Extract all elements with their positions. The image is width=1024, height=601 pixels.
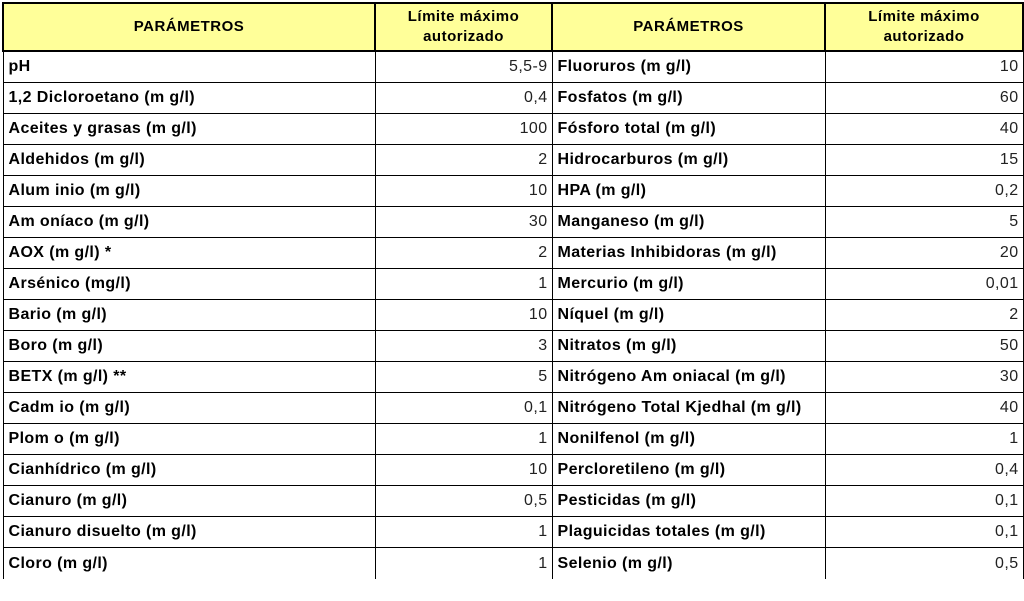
param-name-left: Cadm io (m g/l)	[3, 393, 375, 424]
table-row	[3, 331, 1023, 362]
param-name-left: Cianuro (m g/l)	[3, 486, 375, 517]
limit-value-right: 50	[825, 331, 1023, 362]
limit-value-left: 5	[375, 362, 552, 393]
header-parameters-right: PARÁMETROS	[552, 3, 825, 51]
param-name-left: Boro (m g/l)	[3, 331, 375, 362]
limit-value-left: 2	[375, 238, 552, 269]
param-name-right: Níquel (m g/l)	[552, 300, 825, 331]
param-name-left: Alum inio (m g/l)	[3, 176, 375, 207]
limit-value-right: 2	[825, 300, 1023, 331]
limit-value-right: 0,1	[825, 486, 1023, 517]
limit-value-left: 3	[375, 331, 552, 362]
limit-value-left: 0,5	[375, 486, 552, 517]
param-name-left: Arsénico (mg/l)	[3, 269, 375, 300]
param-name-left: Bario (m g/l)	[3, 300, 375, 331]
limit-value-left: 2	[375, 145, 552, 176]
limit-value-right: 15	[825, 145, 1023, 176]
table-row	[3, 207, 1023, 238]
limit-value-right: 40	[825, 114, 1023, 145]
table-row	[3, 238, 1023, 269]
table-row	[3, 486, 1023, 517]
limit-value-left: 1	[375, 517, 552, 548]
param-name-left: Cianuro disuelto (m g/l)	[3, 517, 375, 548]
table-row	[3, 145, 1023, 176]
param-name-right: Fosfatos (m g/l)	[552, 83, 825, 114]
param-name-right: Plaguicidas totales (m g/l)	[552, 517, 825, 548]
header-limit-left: Límite máximo autorizado	[375, 3, 552, 51]
limit-value-left: 10	[375, 455, 552, 486]
param-name-right: HPA (m g/l)	[552, 176, 825, 207]
table-row	[3, 362, 1023, 393]
param-name-right: Pesticidas (m g/l)	[552, 486, 825, 517]
param-name-left: Cianhídrico (m g/l)	[3, 455, 375, 486]
table-row	[3, 517, 1023, 548]
param-name-left: Aldehidos (m g/l)	[3, 145, 375, 176]
table-row	[3, 269, 1023, 300]
param-name-right: Fluoruros (m g/l)	[552, 51, 825, 83]
table-row	[3, 548, 1023, 580]
param-name-left: Am oníaco (m g/l)	[3, 207, 375, 238]
table-row	[3, 455, 1023, 486]
limit-value-right: 1	[825, 424, 1023, 455]
limit-value-right: 20	[825, 238, 1023, 269]
param-name-right: Hidrocarburos (m g/l)	[552, 145, 825, 176]
param-name-left: pH	[3, 51, 375, 83]
table-row	[3, 300, 1023, 331]
param-name-left: Plom o (m g/l)	[3, 424, 375, 455]
limit-value-left: 5,5-9	[375, 51, 552, 83]
limit-value-right: 0,2	[825, 176, 1023, 207]
param-name-right: Materias Inhibidoras (m g/l)	[552, 238, 825, 269]
param-name-right: Nitrógeno Total Kjedhal (m g/l)	[552, 393, 825, 424]
table-row	[3, 51, 1023, 83]
limit-value-right: 5	[825, 207, 1023, 238]
header-parameters-left: PARÁMETROS	[3, 3, 375, 51]
param-name-right: Percloretileno (m g/l)	[552, 455, 825, 486]
limit-value-right: 0,01	[825, 269, 1023, 300]
limit-value-left: 1	[375, 424, 552, 455]
limit-value-left: 10	[375, 176, 552, 207]
param-name-left: 1,2 Dicloroetano (m g/l)	[3, 83, 375, 114]
limit-value-right: 30	[825, 362, 1023, 393]
header-row	[3, 3, 1023, 51]
param-name-right: Nitratos (m g/l)	[552, 331, 825, 362]
limit-value-left: 10	[375, 300, 552, 331]
limit-value-right: 0,4	[825, 455, 1023, 486]
limit-value-left: 0,4	[375, 83, 552, 114]
param-name-left: Cloro (m g/l)	[3, 548, 375, 580]
param-name-right: Fósforo total (m g/l)	[552, 114, 825, 145]
limit-value-left: 30	[375, 207, 552, 238]
param-name-right: Nitrógeno Am oniacal (m g/l)	[552, 362, 825, 393]
limit-value-right: 0,5	[825, 548, 1023, 580]
limit-value-left: 0,1	[375, 393, 552, 424]
table-row	[3, 176, 1023, 207]
table-row	[3, 424, 1023, 455]
limit-value-right: 40	[825, 393, 1023, 424]
table-row	[3, 114, 1023, 145]
limit-value-right: 60	[825, 83, 1023, 114]
limit-value-left: 1	[375, 548, 552, 580]
param-name-left: AOX (m g/l) *	[3, 238, 375, 269]
param-name-right: Manganeso (m g/l)	[552, 207, 825, 238]
table-row	[3, 83, 1023, 114]
param-name-left: BETX (m g/l) **	[3, 362, 375, 393]
header-limit-right: Límite máximo autorizado	[825, 3, 1023, 51]
limit-value-right: 0,1	[825, 517, 1023, 548]
table-row	[3, 393, 1023, 424]
limit-value-left: 1	[375, 269, 552, 300]
limit-value-right: 10	[825, 51, 1023, 83]
param-name-right: Nonilfenol (m g/l)	[552, 424, 825, 455]
parameters-table	[2, 2, 1024, 579]
param-name-right: Mercurio (m g/l)	[552, 269, 825, 300]
limit-value-left: 100	[375, 114, 552, 145]
param-name-left: Aceites y grasas (m g/l)	[3, 114, 375, 145]
param-name-right: Selenio (m g/l)	[552, 548, 825, 580]
